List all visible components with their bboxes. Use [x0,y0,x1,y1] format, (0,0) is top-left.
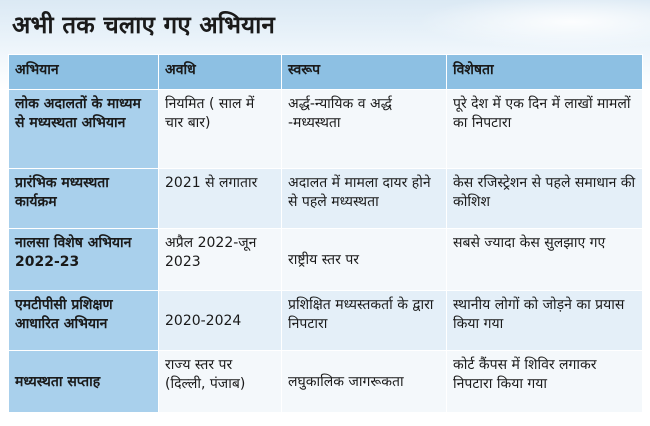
nature-cell: अर्द्ध-न्यायिक व अर्द्ध -मध्यस्थता [282,90,447,169]
table-row [9,291,643,351]
feature-cell: स्थानीय लोगों को जोड़ने का प्रयास किया गया [447,291,643,351]
nature-cell: लघुकालिक जागरूकता [282,351,447,413]
feature-cell: सबसे ज्यादा केस सुलझाए गए [447,229,643,291]
campaign-name-cell: नालसा विशेष अभियान 2022-23 [9,229,159,291]
table-row [9,169,643,229]
nature-cell: राष्ट्रीय स्तर पर [282,229,447,291]
duration-cell: नियमित ( साल में चार बार) [159,90,282,169]
nature-cell: प्रशिक्षित मध्यस्तकर्ता के द्वारा निपटारा [282,291,447,351]
duration-cell: राज्य स्तर पर (दिल्ली, पंजाब) [159,351,282,413]
campaign-name-cell: मध्यस्थता सप्ताह [9,351,159,413]
page-title: अभी तक चलाए गए अभियान [12,11,276,39]
feature-cell: पूरे देश में एक दिन में लाखों मामलों का निपटारा [447,90,643,169]
header-campaign: अभियान [9,55,159,90]
sky-background [390,0,650,55]
duration-cell: 2021 से लगातार [159,169,282,229]
campaigns-table [8,54,643,413]
feature-cell: केस रजिस्ट्रेशन से पहले समाधान की कोशिश [447,169,643,229]
nature-cell: अदालत में मामला दायर होने से पहले मध्यस्थता [282,169,447,229]
campaign-name-cell: लोक अदालतों के माध्यम से मध्यस्थता अभियान [9,90,159,169]
header-duration: अवधि [159,55,282,90]
header-feature: विशेषता [447,55,643,90]
duration-cell: 2020-2024 [159,291,282,351]
campaign-name-cell: एमटीपीसी प्रशिक्षण आधारित अभियान [9,291,159,351]
duration-cell: अप्रैल 2022-जून 2023 [159,229,282,291]
table-row [9,90,643,169]
campaign-name-cell: प्रारंभिक मध्यस्थता कार्यक्रम [9,169,159,229]
feature-cell: कोर्ट कैंपस में शिविर लगाकर निपटारा किया गया [447,351,643,413]
table-row [9,229,643,291]
table-header-row [9,55,643,90]
table-row [9,351,643,413]
header-nature: स्वरूप [282,55,447,90]
